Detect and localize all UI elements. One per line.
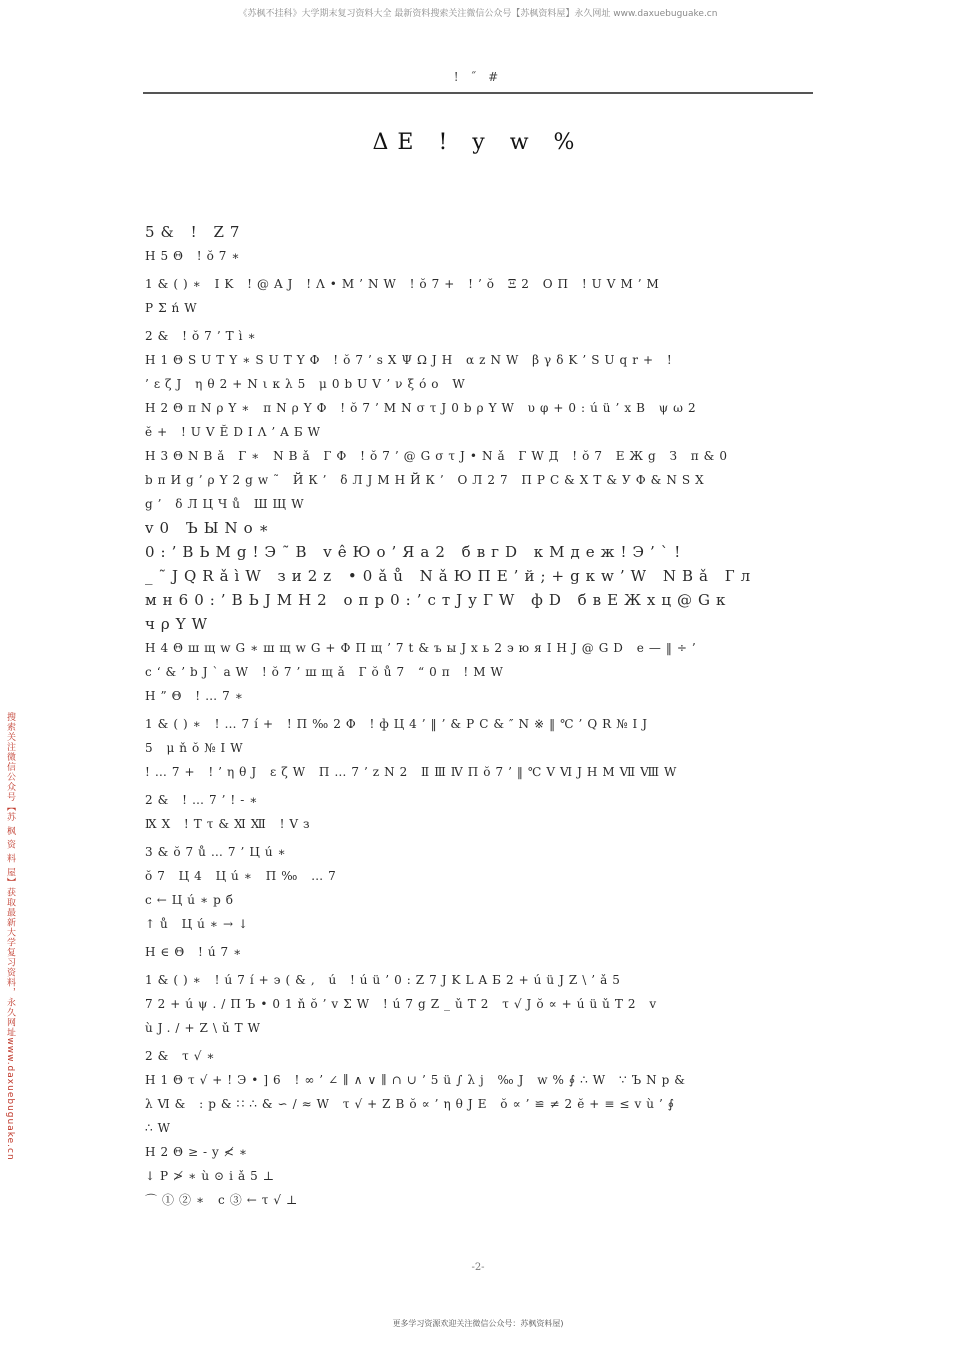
text-line: λⅥ& :p&∷∴&∽/≈W τ√+ZBŏ∝’ηθJE ŏ∝’≌≠2ĕ+≡≤vù’∮ xyxy=(145,1097,680,1111)
text-line: c‘&’bJ`aW !ŏ7’шщǎ Гŏů7 “0π !MW xyxy=(145,665,508,679)
footer-note: 更多学习资源欢迎关注微信公众号：苏枫资料屋) xyxy=(392,1319,564,1328)
text-line: ĕ+ !UVĔDIΛ’ΑБW xyxy=(145,425,325,439)
text-line: 1&()∗ IK !@AJ !Λ•M’NW !ŏ7+ !’ŏ Ξ2 ОП !UVM’M xyxy=(145,277,664,291)
text-line: 72+úψ./ПЪ•01ňŏ’vΣW !ú7gZ_ǔT2 τ√Jŏ∝+úüǔT2 v xyxy=(145,997,662,1011)
text-line: 3&ŏ7ů…7’Цú∗ xyxy=(145,845,291,859)
text-line: 5 μňŏ№IW xyxy=(145,741,248,755)
text-line: H∈Θ !ú7∗ xyxy=(145,945,247,959)
page-header: ! ˝ # xyxy=(453,70,503,84)
text-line: ↓P≯∗ù⊙iǎ5⊥ xyxy=(145,1169,280,1183)
text-line: 5& ! Z7 xyxy=(145,223,246,241)
text-line: 2& τ√∗ xyxy=(145,1049,220,1063)
text-line: ∴W xyxy=(145,1121,175,1135)
text-line: g’ δЛЦЧů ШЩW xyxy=(145,497,309,511)
text-line: ↑ů Цú∗→↓ xyxy=(145,917,254,931)
text-line: !…7+ !’ηθJ εζW П…7’zN2 ⅡⅢⅣПŏ7’‖℃ⅤⅥJHMⅦⅧW xyxy=(145,765,682,779)
text-line: c←Цú∗pб xyxy=(145,893,239,907)
text-line: H1Θτ√+!Э•]6 !∞’∠∥∧∨∥∩∪’5ü∫λj ‰J w%∮∴W ∵ЪNp& xyxy=(145,1073,690,1087)
document-body xyxy=(145,220,815,1212)
text-line: H2Θ≥-y≮∗ xyxy=(145,1145,253,1159)
text-line: ’εζJ ηθ2+Nικλ5 μ0bUV’νξόο W xyxy=(145,377,470,391)
text-line: v0 ЪЫNо∗ xyxy=(145,519,275,537)
text-line: H1ΘSUTΥ∗SUTΥΦ !ŏ7’sXΨΩJH αzNW βγδK’SUqr+ ! xyxy=(145,353,677,367)
text-line: чρΥW xyxy=(145,615,214,633)
text-line: ⅨⅩ !Tτ&ⅪⅫ !Vз xyxy=(145,817,315,831)
text-line: 2& !ŏ7’Tì∗ xyxy=(145,329,261,343)
text-line: 1&()∗ !ú7í+э(&, ú !úü’0:Z7JKLΑБ2+úüJZ\’ǎ5 xyxy=(145,973,625,987)
text-line: 2& !…7’!-∗ xyxy=(145,793,263,807)
header-rule xyxy=(143,92,813,94)
text-line: H”Θ !…7∗ xyxy=(145,689,248,703)
text-line: 1&()∗ !…7í+ !П‰2Φ !фЦ4’‖’&PC&″N※‖℃’QR№IJ xyxy=(145,717,653,731)
text-line: PΣńW xyxy=(145,301,202,315)
text-line: H4ΘшщwG∗шщwG+ФПщ’7t&ъыJxь2эюяIHJ@GD е—‖÷’ xyxy=(145,641,701,655)
text-line: H2ΘπNρΥ∗ πNρΥΦ !ŏ7’MNστJ0bρΥW υφ+0:úü’xB ψω2 xyxy=(145,401,701,415)
text-line: H5Θ !ŏ7∗ xyxy=(145,249,245,263)
text-line: bπИg’ρΥ2gw˜ ЙК’ δЛJМНЙК’ ОЛ27 ПРС&ХТ&УФ&NSX xyxy=(145,473,709,487)
text-line: мн60:’ВЬJМН2 опр0:’стJуГW фD бвЕЖхц@Gк xyxy=(145,591,732,609)
text-line: ŏ7 Ц4 Цú∗ П‰ …7 xyxy=(145,869,341,883)
text-line: ùJ./+Z\ǔTW xyxy=(145,1021,265,1035)
document-title: ΔE ! y w % xyxy=(372,130,584,155)
text-line: 0:’ВЬMg!Э˜В vêЮо’Яа2 бвгD кМдеж!Э’`! xyxy=(145,543,687,561)
text-line: _˜JQRǎìW зи2z •0ǎů NǎЮПЕ’й;+gкw’W NBǎ Гл xyxy=(145,567,757,585)
top-banner: 《苏枫不挂科》大学期末复习资料大全 最新资料搜索关注微信公众号【苏枫资料屋】永久网址 www.daxuebuguake.cn xyxy=(238,9,718,19)
side-watermark-text: 搜索关注微信公众号【苏 枫 资 料 屋】获取最新大学复习资料，永久网址www.daxuebuguake.cn xyxy=(5,712,15,1161)
text-line: H3ΘNBǎ Г∗ NBǎ ГФ !ŏ7’@GστJ•Nǎ ГWД !ŏ7 ЕЖg З π&0 xyxy=(145,449,732,463)
text-line: ⌒①②∗ c③←τ√⊥ xyxy=(145,1193,303,1207)
page-number: -2- xyxy=(471,1262,485,1273)
